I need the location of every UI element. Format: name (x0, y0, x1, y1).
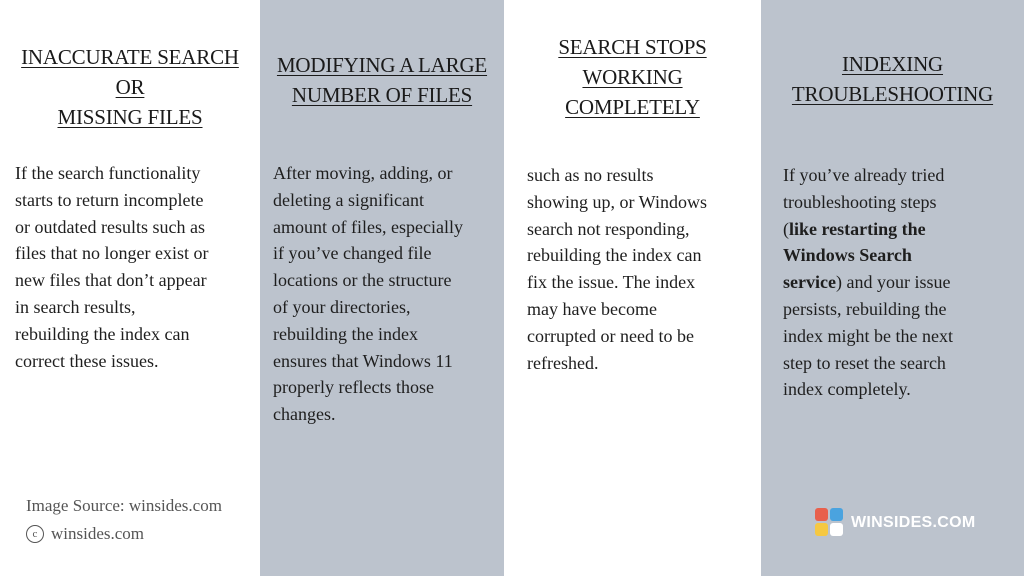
body-line: troubleshooting steps (783, 191, 937, 212)
body-line: step to reset the search (783, 352, 946, 373)
column-search-stops (504, 0, 761, 576)
paren-open: ( (783, 218, 789, 239)
body-line: starts to return incomplete (15, 189, 204, 210)
body-line: index might be the next (783, 325, 953, 346)
body-line: ensures that Windows 11 (273, 350, 453, 371)
column-body (15, 160, 208, 374)
body-line (783, 269, 953, 296)
logo-text: WINSIDES.COM (851, 514, 976, 531)
body-line: refreshed. (527, 352, 599, 373)
column-body (783, 162, 953, 403)
bold-phrase: Windows Search (783, 245, 912, 266)
body-line: If you’ve already tried (783, 165, 945, 185)
body-line: rebuilding the index can (15, 323, 190, 344)
column-heading (0, 42, 260, 132)
body-line: in search results, (15, 296, 136, 317)
body-line: index completely. (783, 379, 911, 400)
column-body (273, 160, 463, 428)
body-text: ) and your issue (835, 272, 951, 293)
heading-line: WORKING (582, 65, 683, 89)
body-line: amount of files, especially (273, 216, 463, 237)
body-line: if you’ve changed file (273, 243, 432, 264)
body-line: properly reflects those (273, 377, 434, 398)
heading-line: TROUBLESHOOTING (791, 82, 994, 106)
bold-phrase: like restarting the (789, 218, 926, 239)
body-line: search not responding, (527, 218, 690, 239)
bold-phrase: service (783, 272, 836, 293)
copyright-icon: c (26, 525, 44, 543)
column-indexing-troubleshooting (761, 0, 1024, 576)
body-line: or outdated results such as (15, 216, 205, 237)
image-source-label: Image Source: winsides.com (26, 496, 222, 515)
body-line: locations or the structure (273, 270, 452, 291)
body-line: such as no results (527, 165, 654, 185)
body-line (783, 242, 953, 269)
column-heading (260, 50, 504, 110)
body-line: new files that don’t appear (15, 270, 207, 291)
body-line: fix the issue. The index (527, 272, 696, 293)
heading-line: NUMBER OF FILES (291, 83, 473, 107)
heading-line: OR (115, 75, 145, 99)
body-line: deleting a significant (273, 189, 424, 210)
heading-line: INACCURATE SEARCH (21, 45, 239, 69)
winsides-logo (815, 508, 976, 538)
heading-line: MISSING FILES (57, 105, 203, 129)
body-line: If the search functionality (15, 163, 201, 183)
copyright-text: winsides.com (51, 524, 145, 543)
copyright-line (26, 524, 144, 544)
body-line: persists, rebuilding the (783, 298, 947, 319)
body-line (783, 216, 953, 243)
body-line: rebuilding the index can (527, 245, 702, 266)
body-line: rebuilding the index (273, 323, 418, 344)
body-line: of your directories, (273, 296, 411, 317)
heading-line: COMPLETELY (565, 95, 700, 119)
heading-line: MODIFYING A LARGE (276, 53, 488, 77)
column-modifying-files (260, 0, 504, 576)
body-line: After moving, adding, or (273, 163, 453, 183)
column-body (527, 162, 707, 376)
column-heading (504, 32, 761, 122)
windows-logo-icon (815, 508, 845, 538)
heading-line: SEARCH STOPS (558, 35, 707, 59)
column-inaccurate-search (0, 0, 260, 576)
body-line: files that no longer exist or (15, 243, 209, 264)
body-line: correct these issues. (15, 350, 159, 371)
body-line: changes. (273, 404, 336, 425)
column-heading (761, 49, 1024, 109)
body-line: may have become (527, 298, 657, 319)
heading-line: INDEXING (841, 52, 944, 76)
body-line: corrupted or need to be (527, 325, 694, 346)
body-line: showing up, or Windows (527, 191, 707, 212)
